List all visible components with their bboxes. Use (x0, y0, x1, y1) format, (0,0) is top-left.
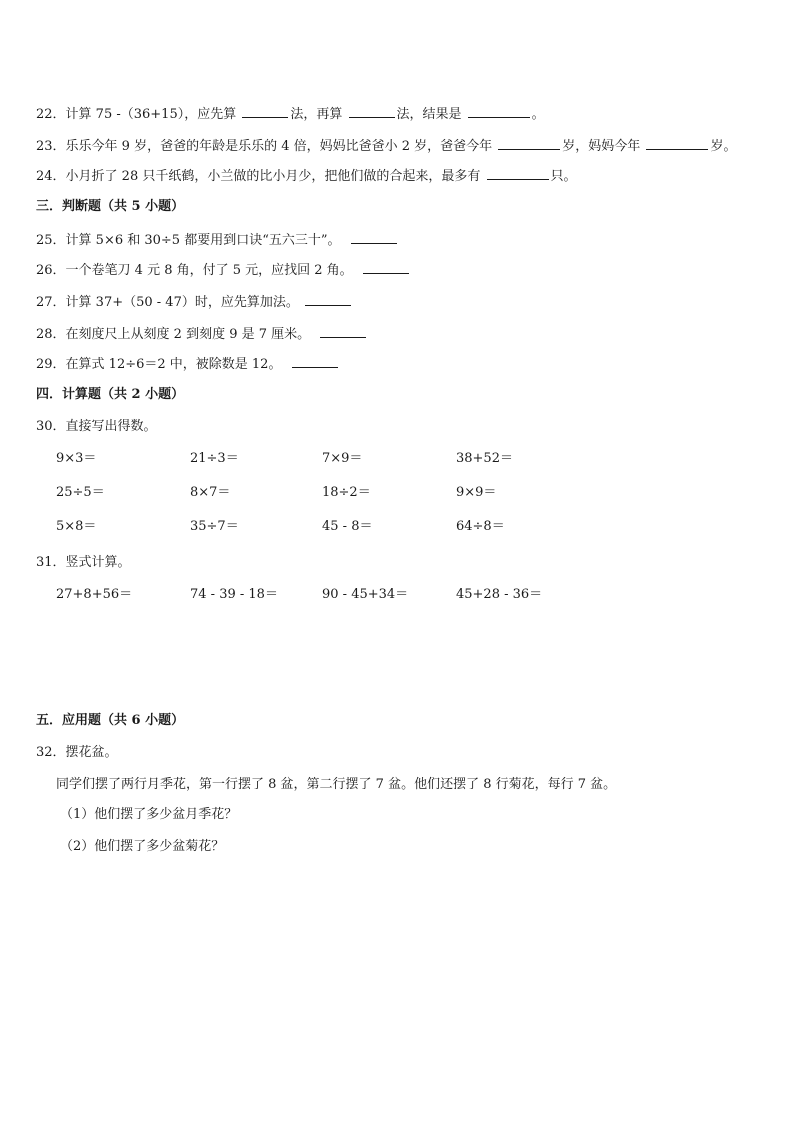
q29-answer-blank[interactable] (292, 354, 338, 368)
q24-blank-1[interactable] (487, 166, 549, 180)
q23-blank-2[interactable] (646, 136, 708, 150)
q25-text: 25．计算 5×6 和 30÷5 都要用到口诀“五六三十”。 (36, 233, 341, 248)
question-24 (36, 166, 577, 186)
q23-text-a: 23．乐乐今年 9 岁，爸爸的年龄是乐乐的 4 倍，妈妈比爸爸小 2 岁，爸爸今年 (36, 139, 493, 154)
q31-row (56, 586, 616, 604)
q26-text: 26．一个卷笔刀 4 元 8 角，付了 5 元，应找回 2 角。 (36, 263, 353, 278)
q30-item: 9×9＝ (456, 485, 497, 500)
q26-answer-blank[interactable] (363, 260, 409, 274)
question-27 (36, 292, 353, 312)
question-31-title: 31．竖式计算。 (36, 555, 131, 570)
q22-text-c: 法，结果是 (396, 107, 462, 122)
q24-text-b: 只。 (550, 169, 577, 184)
section-3-heading: 三．判断题（共 5 小题） (36, 199, 185, 214)
q28-answer-blank[interactable] (320, 324, 366, 338)
q30-row-3 (56, 518, 616, 536)
q30-item: 45 - 8＝ (322, 519, 373, 534)
q30-item: 25÷5＝ (56, 485, 105, 500)
q25-answer-blank[interactable] (351, 230, 397, 244)
section-5-heading: 五．应用题（共 6 小题） (36, 713, 185, 728)
q27-text: 27．计算 37+（50 - 47）时，应先算加法。 (36, 295, 299, 310)
q23-text-b: 岁，妈妈今年 (562, 139, 641, 154)
section-4-heading: 四．计算题（共 2 小题） (36, 387, 185, 402)
q22-blank-3[interactable] (468, 104, 530, 118)
question-32-body: 同学们摆了两行月季花，第一行摆了 8 盆，第二行摆了 7 盆。他们还摆了 8 行菊花，每行 7 盆。 (56, 777, 617, 792)
q31-item: 27+8+56＝ (56, 587, 133, 602)
question-25 (36, 230, 399, 250)
q30-item: 9×3＝ (56, 451, 97, 466)
q30-item: 38+52＝ (456, 451, 513, 466)
q30-item: 7×9＝ (322, 451, 363, 466)
q30-item: 35÷7＝ (190, 519, 239, 534)
question-29 (36, 354, 340, 374)
q30-row-2 (56, 484, 616, 502)
question-26 (36, 260, 411, 280)
q24-text-a: 24．小月折了 28 只千纸鹤，小兰做的比小月少，把他们做的合起来，最多有 (36, 169, 481, 184)
question-23 (36, 136, 736, 156)
question-32-sub-2: （2）他们摆了多少盆菊花？ (60, 839, 225, 854)
q30-item: 18÷2＝ (322, 485, 371, 500)
q23-blank-1[interactable] (498, 136, 560, 150)
q30-row-1 (56, 450, 616, 468)
q22-text-d: 。 (531, 107, 545, 122)
q31-item: 74 - 39 - 18＝ (190, 587, 278, 602)
q23-text-c: 岁。 (710, 139, 737, 154)
question-22 (36, 104, 545, 124)
q22-blank-1[interactable] (242, 104, 288, 118)
q27-answer-blank[interactable] (305, 292, 351, 306)
question-32-title: 32．摆花盆。 (36, 745, 118, 760)
question-32-sub-1: （1）他们摆了多少盆月季花？ (60, 807, 238, 822)
q30-item: 21÷3＝ (190, 451, 239, 466)
q28-text: 28．在刻度尺上从刻度 2 到刻度 9 是 7 厘米。 (36, 327, 311, 342)
question-28 (36, 324, 368, 344)
q30-item: 64÷8＝ (456, 519, 505, 534)
q31-item: 45+28 - 36＝ (456, 587, 543, 602)
q31-item: 90 - 45+34＝ (322, 587, 409, 602)
question-30-title: 30．直接写出得数。 (36, 419, 157, 434)
q29-text: 29．在算式 12÷6＝2 中，被除数是 12。 (36, 357, 282, 372)
q30-item: 8×7＝ (190, 485, 231, 500)
q22-text-b: 法，再算 (290, 107, 343, 122)
q22-blank-2[interactable] (349, 104, 395, 118)
q22-text-a: 22．计算 75 -（36+15），应先算 (36, 107, 237, 122)
q30-item: 5×8＝ (56, 519, 97, 534)
